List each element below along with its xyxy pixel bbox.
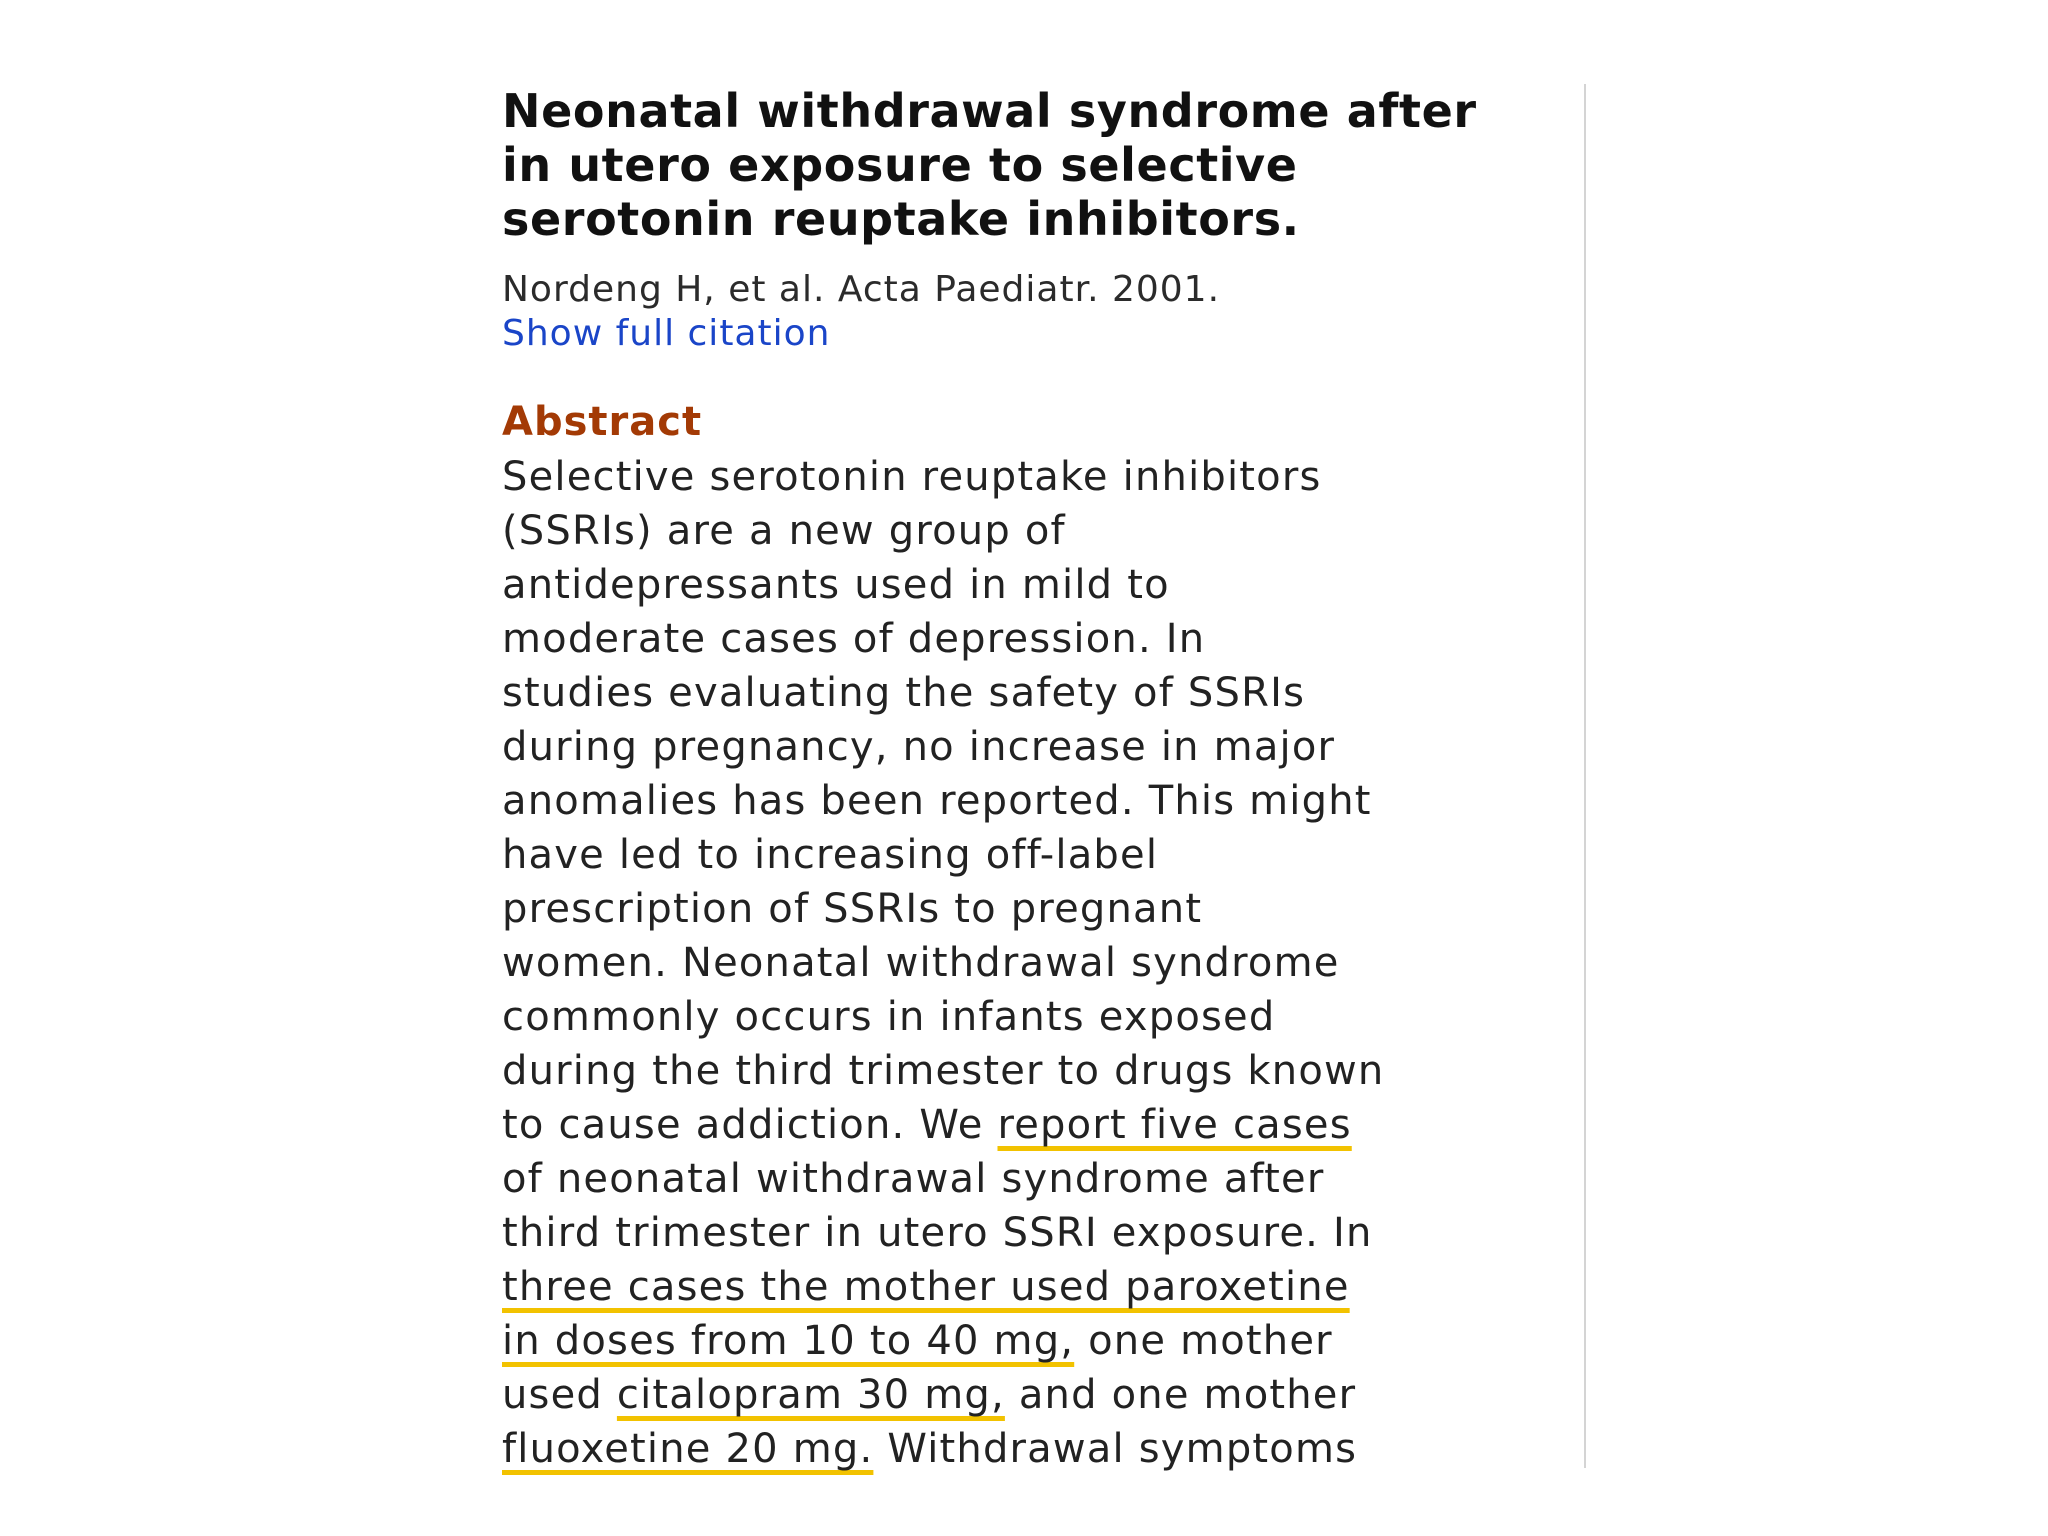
abstract-line: in doses from 10 to 40 mg, one mother: [502, 1318, 1333, 1364]
abstract-line: women. Neonatal withdrawal syndrome: [502, 940, 1340, 986]
citation-text: Nordeng H, et al. Acta Paediatr. 2001.: [502, 269, 1221, 310]
vertical-divider: [1584, 84, 1586, 1468]
abstract-heading: Abstract: [502, 399, 703, 445]
abstract-line: during pregnancy, no increase in major: [502, 724, 1336, 770]
highlighted-phrase: citalopram 30 mg,: [616, 1372, 1005, 1418]
abstract-line: anomalies has been reported. This might: [502, 778, 1372, 824]
abstract-line: commonly occurs in infants exposed: [502, 994, 1276, 1040]
abstract-line: fluoxetine 20 mg. Withdrawal symptoms: [502, 1426, 1358, 1472]
article-title: [502, 84, 1552, 246]
abstract-line: moderate cases of depression. In: [502, 616, 1206, 662]
article-panel: [502, 84, 1552, 1476]
abstract-line: antidepressants used in mild to: [502, 562, 1170, 608]
highlighted-phrase: in doses from 10 to 40 mg,: [502, 1318, 1075, 1364]
highlighted-phrase: fluoxetine 20 mg.: [502, 1426, 874, 1472]
abstract-line: (SSRIs) are a new group of: [502, 508, 1066, 554]
abstract-line: [502, 1260, 1552, 1314]
abstract-line: of neonatal withdrawal syndrome after: [502, 1156, 1325, 1202]
abstract-line: prescription of SSRIs to pregnant: [502, 886, 1203, 932]
title-line: serotonin reuptake inhibitors.: [502, 192, 1300, 246]
abstract-text: [502, 450, 1552, 1476]
abstract-line: studies evaluating the safety of SSRIs: [502, 670, 1306, 716]
abstract-line: have led to increasing off-label: [502, 832, 1159, 878]
title-line: Neonatal withdrawal syndrome after: [502, 84, 1477, 138]
highlighted-phrase: three cases the mother used paroxetine: [502, 1264, 1350, 1310]
title-line: in utero exposure to selective: [502, 138, 1298, 192]
abstract-line: to cause addiction. We report five cases: [502, 1102, 1352, 1148]
highlighted-phrase: report five cases: [997, 1102, 1352, 1148]
show-full-citation-link[interactable]: Show full citation: [502, 313, 831, 354]
abstract-line: third trimester in utero SSRI exposure. In: [502, 1210, 1373, 1256]
abstract-line: used citalopram 30 mg, and one mother: [502, 1372, 1357, 1418]
abstract-line: Selective serotonin reuptake inhibitors: [502, 454, 1322, 500]
abstract-line: during the third trimester to drugs known: [502, 1048, 1385, 1094]
